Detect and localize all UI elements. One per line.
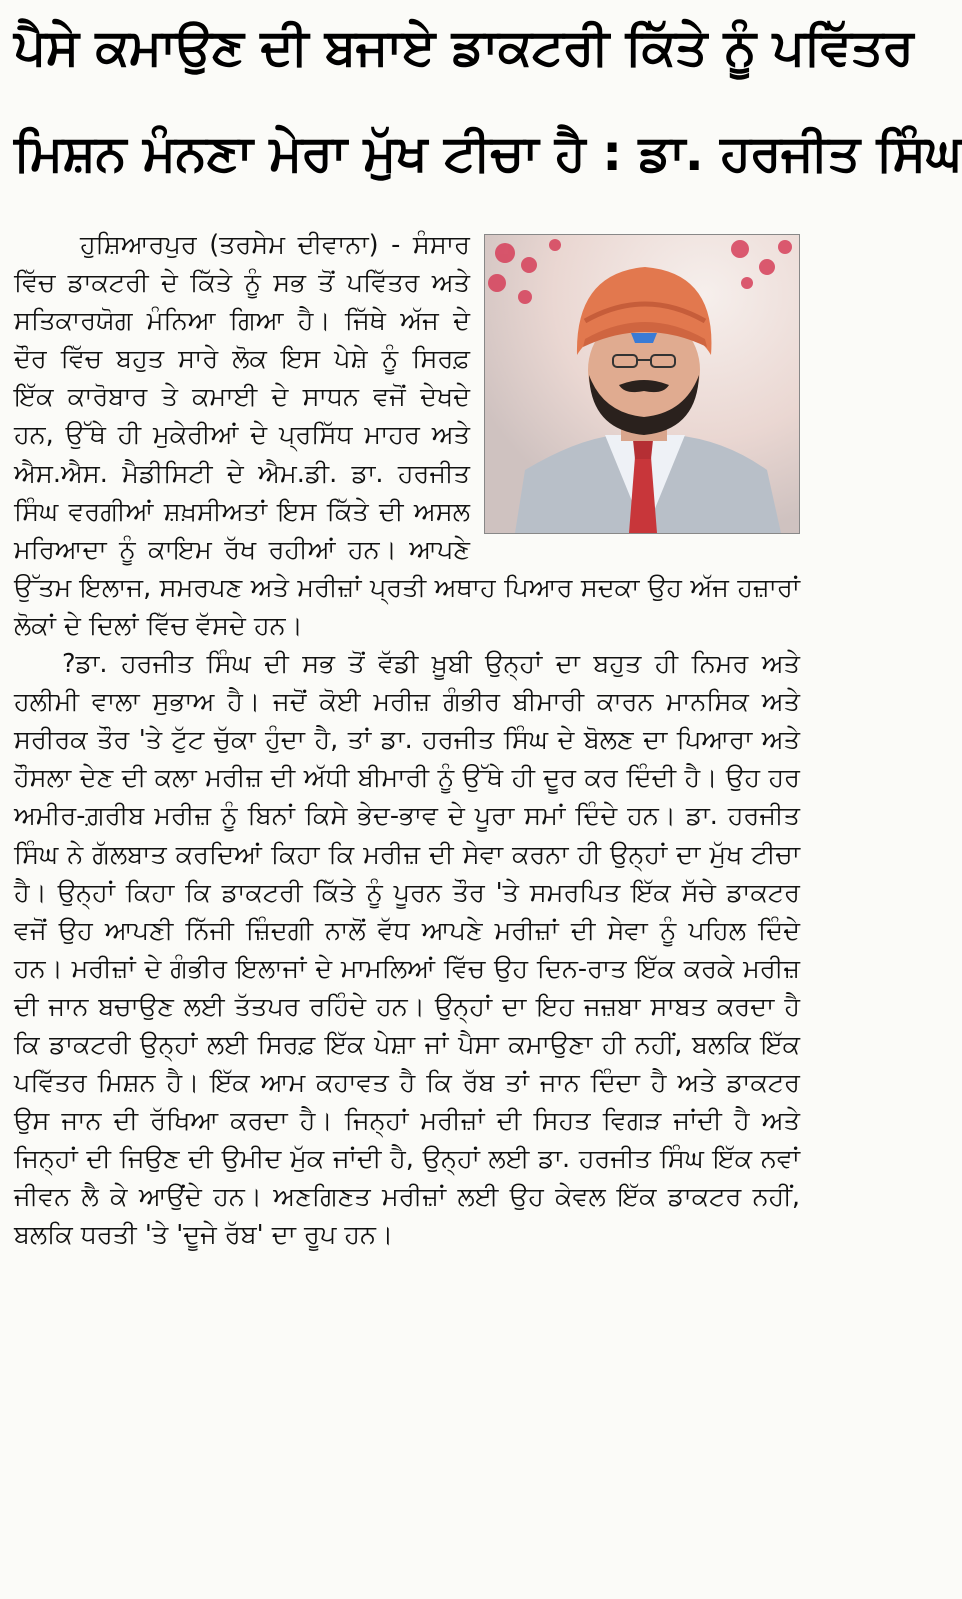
headline-line-2: ਮਿਸ਼ਨ ਮੰਨਣਾ ਮੇਰਾ ਮੁੱਖ ਟੀਚਾ ਹੈ : ਡਾ. ਹਰਜੀਤ ਸਿੰਘ	[14, 124, 962, 182]
doctor-portrait-image	[485, 235, 799, 533]
dateline: ਹੁਸ਼ਿਆਰਪੁਰ (ਤਰਸੇਮ ਦੀਵਾਨਾ) -	[80, 230, 413, 260]
doctor-photo	[484, 234, 800, 534]
paragraph-1	[14, 226, 800, 645]
article-body	[14, 226, 800, 1255]
paragraph-1-text: ਸੰਸਾਰ ਵਿੱਚ ਡਾਕਟਰੀ ਦੇ ਕਿੱਤੇ ਨੂੰ ਸਭ ਤੋਂ ਪਵਿੱਤਰ ਅਤੇ ਸਤਿਕਾਰਯੋਗ ਮੰਨਿਆ ਗਿਆ ਹੈ। ਜਿੱਥੇ ਅੱਜ ਦੇ ਦੌਰ ਵਿੱਚ ਬਹੁਤ ਸਾਰੇ ਲੋਕ ਇਸ ਪੇਸ਼ੇ ਨੂੰ ਸਿਰਫ਼ ਇੱਕ ਕਾਰੋਬਾਰ ਤੇ ਕਮਾਈ ਦੇ ਸਾਧਨ ਵਜੋਂ ਦੇਖਦੇ ਹਨ, ਉੱਥੇ ਹੀ ਮੁਕੇਰੀਆਂ ਦੇ ਪ੍ਰਸਿੱਧ ਮਾਹਰ ਅਤੇ ਐਸ.ਐਸ. ਮੈਡੀਸਿਟੀ ਦੇ ਐਮ.ਡੀ. ਡਾ. ਹਰਜੀਤ ਸਿੰਘ ਵਰਗੀਆਂ ਸ਼ਖ਼ਸੀਅਤਾਂ ਇਸ ਕਿੱਤੇ ਦੀ ਅਸਲ ਮਰਿਆਦਾ ਨੂੰ ਕਾਇਮ ਰੱਖ ਰਹੀਆਂ ਹਨ। ਆਪਣੇ ਉੱਤਮ ਇਲਾਜ, ਸਮਰਪਣ ਅਤੇ ਮਰੀਜ਼ਾਂ ਪ੍ਰਤੀ ਅਥਾਹ ਪਿਆਰ ਸਦਕਾ ਉਹ ਅੱਜ ਹਜ਼ਾਰਾਂ ਲੋਕਾਂ ਦੇ ਦਿਲਾਂ ਵਿੱਚ ਵੱਸਦੇ ਹਨ।	[14, 230, 800, 641]
paragraph-2: ?ਡਾ. ਹਰਜੀਤ ਸਿੰਘ ਦੀ ਸਭ ਤੋਂ ਵੱਡੀ ਖ਼ੂਬੀ ਉਨ੍ਹਾਂ ਦਾ ਬਹੁਤ ਹੀ ਨਿਮਰ ਅਤੇ ਹਲੀਮੀ ਵਾਲਾ ਸੁਭਾਅ ਹੈ। ਜਦੋਂ ਕੋਈ ਮਰੀਜ਼ ਗੰਭੀਰ ਬੀਮਾਰੀ ਕਾਰਨ ਮਾਨਸਿਕ ਅਤੇ ਸਰੀਰਕ ਤੌਰ 'ਤੇ ਟੁੱਟ ਚੁੱਕਾ ਹੁੰਦਾ ਹੈ, ਤਾਂ ਡਾ. ਹਰਜੀਤ ਸਿੰਘ ਦੇ ਬੋਲਣ ਦਾ ਪਿਆਰਾ ਅਤੇ ਹੌਸਲਾ ਦੇਣ ਦੀ ਕਲਾ ਮਰੀਜ਼ ਦੀ ਅੱਧੀ ਬੀਮਾਰੀ ਨੂੰ ਉੱਥੇ ਹੀ ਦੂਰ ਕਰ ਦਿੰਦੀ ਹੈ। ਉਹ ਹਰ ਅਮੀਰ-ਗ਼ਰੀਬ ਮਰੀਜ਼ ਨੂੰ ਬਿਨਾਂ ਕਿਸੇ ਭੇਦ-ਭਾਵ ਦੇ ਪੂਰਾ ਸਮਾਂ ਦਿੰਦੇ ਹਨ। ਡਾ. ਹਰਜੀਤ ਸਿੰਘ ਨੇ ਗੱਲਬਾਤ ਕਰਦਿਆਂ ਕਿਹਾ ਕਿ ਮਰੀਜ਼ ਦੀ ਸੇਵਾ ਕਰਨਾ ਹੀ ਉਨ੍ਹਾਂ ਦਾ ਮੁੱਖ ਟੀਚਾ ਹੈ। ਉਨ੍ਹਾਂ ਕਿਹਾ ਕਿ ਡਾਕਟਰੀ ਕਿੱਤੇ ਨੂੰ ਪੂਰਨ ਤੌਰ 'ਤੇ ਸਮਰਪਿਤ ਇੱਕ ਸੱਚੇ ਡਾਕਟਰ ਵਜੋਂ ਉਹ ਆਪਣੀ ਨਿੱਜੀ ਜ਼ਿੰਦਗੀ ਨਾਲੋਂ ਵੱਧ ਆਪਣੇ ਮਰੀਜ਼ਾਂ ਦੀ ਸੇਵਾ ਨੂੰ ਪਹਿਲ ਦਿੰਦੇ ਹਨ। ਮਰੀਜ਼ਾਂ ਦੇ ਗੰਭੀਰ ਇਲਾਜਾਂ ਦੇ ਮਾਮਲਿਆਂ ਵਿੱਚ ਉਹ ਦਿਨ-ਰਾਤ ਇੱਕ ਕਰਕੇ ਮਰੀਜ਼ ਦੀ ਜਾਨ ਬਚਾਉਣ ਲਈ ਤੱਤਪਰ ਰਹਿੰਦੇ ਹਨ। ਉਨ੍ਹਾਂ ਦਾ ਇਹ ਜਜ਼ਬਾ ਸਾਬਤ ਕਰਦਾ ਹੈ ਕਿ ਡਾਕਟਰੀ ਉਨ੍ਹਾਂ ਲਈ ਸਿਰਫ਼ ਇੱਕ ਪੇਸ਼ਾ ਜਾਂ ਪੈਸਾ ਕਮਾਉਣਾ ਹੀ ਨਹੀਂ, ਬਲਕਿ ਇੱਕ ਪਵਿੱਤਰ ਮਿਸ਼ਨ ਹੈ। ਇੱਕ ਆਮ ਕਹਾਵਤ ਹੈ ਕਿ ਰੱਬ ਤਾਂ ਜਾਨ ਦਿੰਦਾ ਹੈ ਅਤੇ ਡਾਕਟਰ ਉਸ ਜਾਨ ਦੀ ਰੱਖਿਆ ਕਰਦਾ ਹੈ। ਜਿਨ੍ਹਾਂ ਮਰੀਜ਼ਾਂ ਦੀ ਸਿਹਤ ਵਿਗੜ ਜਾਂਦੀ ਹੈ ਅਤੇ ਜਿਨ੍ਹਾਂ ਦੀ ਜਿਉਣ ਦੀ ਉਮੀਦ ਮੁੱਕ ਜਾਂਦੀ ਹੈ, ਉਨ੍ਹਾਂ ਲਈ ਡਾ. ਹਰਜੀਤ ਸਿੰਘ ਇੱਕ ਨਵਾਂ ਜੀਵਨ ਲੈ ਕੇ ਆਉਂਦੇ ਹਨ। ਅਣਗਿਣਤ ਮਰੀਜ਼ਾਂ ਲਈ ਉਹ ਕੇਵਲ ਇੱਕ ਡਾਕਟਰ ਨਹੀਂ, ਬਲਕਿ ਧਰਤੀ 'ਤੇ 'ਦੂਜੇ ਰੱਬ' ਦਾ ਰੂਪ ਹਨ।	[14, 649, 800, 1251]
headline-line-1: ਪੈਸੇ ਕਮਾਉਣ ਦੀ ਬਜਾਏ ਡਾਕਟਰੀ ਕਿੱਤੇ ਨੂੰ ਪਵਿੱਤਰ	[14, 18, 914, 76]
